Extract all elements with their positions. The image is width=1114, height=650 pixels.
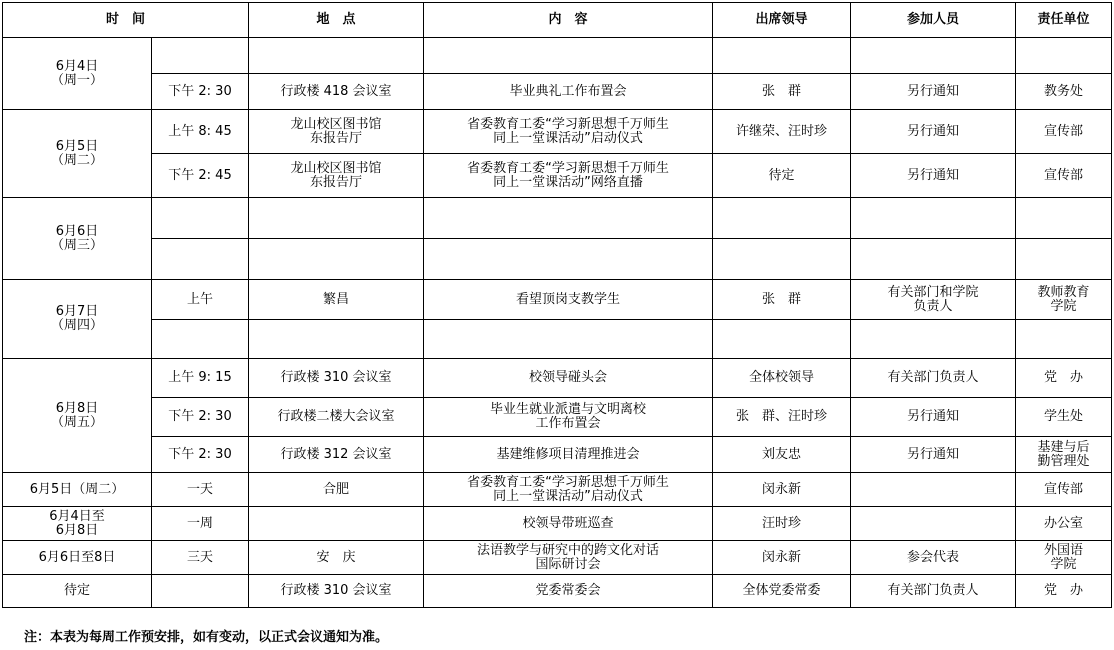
leader-cell [713, 239, 851, 280]
table-row [3, 38, 1112, 74]
table-row [3, 110, 1112, 154]
content-cell [424, 239, 713, 280]
content-cell: 毕业生就业派遣与文明离校 工作布置会 [424, 398, 713, 437]
time-cell: 上午 8: 45 [152, 110, 249, 154]
unit-cell [1016, 320, 1112, 359]
attendees-cell: 另行通知 [851, 110, 1016, 154]
content-cell: 校领导碰头会 [424, 359, 713, 398]
time-cell [152, 198, 249, 239]
time-cell: 三天 [152, 541, 249, 575]
date-cell: 6月6日 （周三） [3, 198, 152, 280]
content-cell [424, 198, 713, 239]
date-cell: 6月7日 （周四） [3, 280, 152, 359]
date-cell: 6月5日（周二） [3, 473, 152, 507]
time-cell: 上午 [152, 280, 249, 320]
leader-cell: 闵永新 [713, 541, 851, 575]
attendees-cell: 有关部门负责人 [851, 575, 1016, 608]
table-row [3, 473, 1112, 507]
place-cell: 合肥 [249, 473, 424, 507]
unit-cell: 宣传部 [1016, 110, 1112, 154]
place-cell [249, 38, 424, 74]
table-row [3, 154, 1112, 198]
content-cell: 省委教育工委“学习新思想千万师生 同上一堂课活动”启动仪式 [424, 473, 713, 507]
time-cell: 下午 2: 30 [152, 74, 249, 110]
attendees-cell: 另行通知 [851, 398, 1016, 437]
place-cell: 行政楼 418 会议室 [249, 74, 424, 110]
table-row [3, 359, 1112, 398]
time-cell: 一周 [152, 507, 249, 541]
content-cell [424, 320, 713, 359]
table-row [3, 575, 1112, 608]
unit-cell: 办公室 [1016, 507, 1112, 541]
unit-cell: 宣传部 [1016, 154, 1112, 198]
table-row [3, 280, 1112, 320]
place-cell: 行政楼 312 会议室 [249, 437, 424, 473]
content-cell: 看望顶岗支教学生 [424, 280, 713, 320]
place-cell: 龙山校区图书馆 东报告厅 [249, 110, 424, 154]
attendees-cell [851, 507, 1016, 541]
date-cell: 6月5日 （周二） [3, 110, 152, 198]
table-row [3, 398, 1112, 437]
leader-cell: 汪时珍 [713, 507, 851, 541]
attendees-cell: 另行通知 [851, 437, 1016, 473]
leader-cell [713, 198, 851, 239]
leader-cell [713, 38, 851, 74]
unit-cell: 基建与后 勤管理处 [1016, 437, 1112, 473]
leader-cell: 刘友忠 [713, 437, 851, 473]
unit-cell: 党 办 [1016, 575, 1112, 608]
content-cell: 党委常委会 [424, 575, 713, 608]
leader-cell: 张 群 [713, 280, 851, 320]
unit-cell: 外国语 学院 [1016, 541, 1112, 575]
date-cell: 6月4日至 6月8日 [3, 507, 152, 541]
footnote: 注：本表为每周工作预安排，如有变动，以正式会议通知为准。 [24, 630, 389, 645]
header-attendees: 参加人员 [851, 3, 1016, 38]
time-cell: 下午 2: 30 [152, 398, 249, 437]
attendees-cell: 参会代表 [851, 541, 1016, 575]
time-cell [152, 575, 249, 608]
time-cell: 一天 [152, 473, 249, 507]
attendees-cell [851, 198, 1016, 239]
place-cell [249, 320, 424, 359]
unit-cell: 学生处 [1016, 398, 1112, 437]
place-cell [249, 239, 424, 280]
place-cell: 繁昌 [249, 280, 424, 320]
header-unit: 责任单位 [1016, 3, 1112, 38]
attendees-cell: 有关部门负责人 [851, 359, 1016, 398]
unit-cell: 教师教育 学院 [1016, 280, 1112, 320]
header-leader: 出席领导 [713, 3, 851, 38]
table-row [3, 437, 1112, 473]
content-cell: 省委教育工委“学习新思想千万师生 同上一堂课活动”网络直播 [424, 154, 713, 198]
attendees-cell: 另行通知 [851, 154, 1016, 198]
content-cell [424, 38, 713, 74]
attendees-cell [851, 239, 1016, 280]
place-cell [249, 198, 424, 239]
content-cell: 校领导带班巡查 [424, 507, 713, 541]
unit-cell: 党 办 [1016, 359, 1112, 398]
table-row [3, 507, 1112, 541]
schedule-table [2, 2, 1112, 608]
place-cell: 行政楼二楼大会议室 [249, 398, 424, 437]
leader-cell: 全体党委常委 [713, 575, 851, 608]
content-cell: 毕业典礼工作布置会 [424, 74, 713, 110]
table-row [3, 320, 1112, 359]
attendees-cell [851, 320, 1016, 359]
unit-cell [1016, 239, 1112, 280]
leader-cell: 待定 [713, 154, 851, 198]
table-row [3, 198, 1112, 239]
place-cell [249, 507, 424, 541]
time-cell: 上午 9: 15 [152, 359, 249, 398]
header-row [3, 3, 1112, 38]
place-cell: 行政楼 310 会议室 [249, 359, 424, 398]
time-cell: 下午 2: 30 [152, 437, 249, 473]
time-cell [152, 320, 249, 359]
attendees-cell: 有关部门和学院 负责人 [851, 280, 1016, 320]
attendees-cell [851, 38, 1016, 74]
header-place: 地 点 [249, 3, 424, 38]
content-cell: 法语教学与研究中的跨文化对话 国际研讨会 [424, 541, 713, 575]
attendees-cell [851, 473, 1016, 507]
leader-cell: 张 群、汪时珍 [713, 398, 851, 437]
header-content: 内 容 [424, 3, 713, 38]
table-row [3, 74, 1112, 110]
time-cell: 下午 2: 45 [152, 154, 249, 198]
unit-cell: 宣传部 [1016, 473, 1112, 507]
date-cell: 6月8日 （周五） [3, 359, 152, 473]
table-row [3, 239, 1112, 280]
place-cell: 龙山校区图书馆 东报告厅 [249, 154, 424, 198]
date-cell: 6月6日至8日 [3, 541, 152, 575]
date-cell: 待定 [3, 575, 152, 608]
place-cell: 行政楼 310 会议室 [249, 575, 424, 608]
unit-cell [1016, 38, 1112, 74]
attendees-cell: 另行通知 [851, 74, 1016, 110]
date-cell: 6月4日 （周一） [3, 38, 152, 110]
content-cell: 基建维修项目清理推进会 [424, 437, 713, 473]
time-cell [152, 239, 249, 280]
table-row [3, 541, 1112, 575]
leader-cell [713, 320, 851, 359]
content-cell: 省委教育工委“学习新思想千万师生 同上一堂课活动”启动仪式 [424, 110, 713, 154]
unit-cell: 教务处 [1016, 74, 1112, 110]
unit-cell [1016, 198, 1112, 239]
leader-cell: 张 群 [713, 74, 851, 110]
place-cell: 安 庆 [249, 541, 424, 575]
time-cell [152, 38, 249, 74]
leader-cell: 全体校领导 [713, 359, 851, 398]
leader-cell: 闵永新 [713, 473, 851, 507]
header-time: 时 间 [3, 3, 249, 38]
leader-cell: 许继荣、汪时珍 [713, 110, 851, 154]
